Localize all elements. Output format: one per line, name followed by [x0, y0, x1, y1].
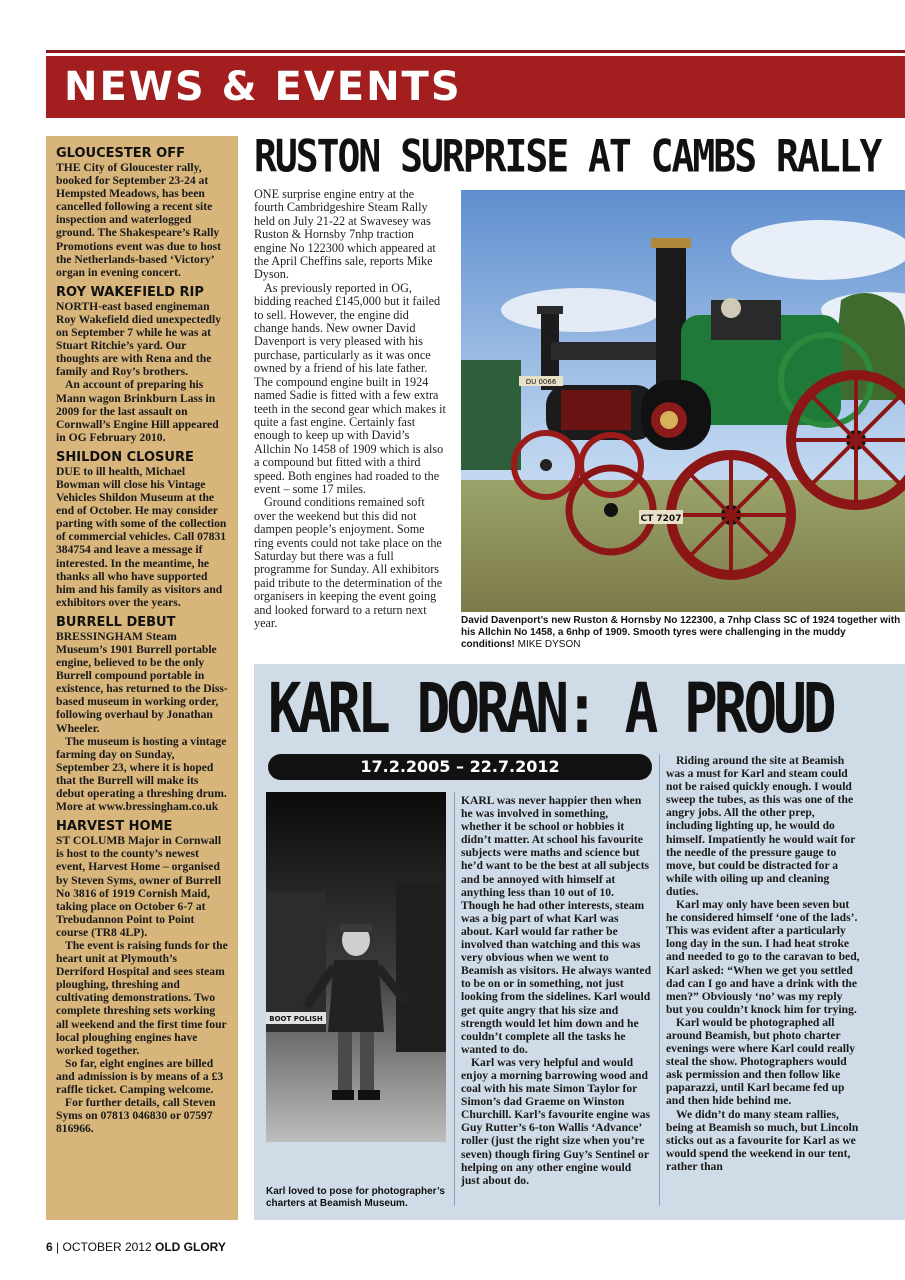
news-heading: SHILDON CLOSURE: [56, 449, 194, 465]
tribute-headline: KARL DORAN: A PROUD: [268, 670, 833, 750]
tribute-box: [254, 664, 905, 1220]
issue-date: OCTOBER 2012: [62, 1240, 152, 1254]
photo-caption: [461, 615, 901, 651]
section-banner: [46, 56, 905, 118]
article-paragraph: ONE surprise engine entry at the fourth Cambridgeshire Steam Rally held on July 21-22 at Swavesey was Ruston & Hornsby 7nhp traction engine No 122300 which appeared at the April Cheffins sale, reports Mike Dyson.: [254, 187, 436, 282]
tribute-paragraph: KARL was never happier then when he was involved in something, whether it be school or hobbies it didn’t matter. At school his favourite subjects were maths and science but he’d want to be the best at all subjects and be annoyed with himself at anything less than 10 out of 10. Though he had other interests, steam was a big part of what Karl was about. Karl would far rather be involved than watching and this was very obvious when we went to Beamish as visitors. He always wanted to be on or in something, not just looking from the sidelines. Karl would get quite angry that his size and strength would let him down and he couldn’t complete all the tasks he wanted to do.: [461, 794, 652, 1056]
photo-credit: MIKE DYSON: [517, 639, 581, 650]
tribute-column-1: [461, 794, 651, 1187]
news-paragraph: THE City of Gloucester rally, booked for September 23-24 at Hempsted Meadows, has been cancelled following a recent site inspection and waterlogged ground. The Shakespeare’s Rally Promotions event was due to host the Netherlands-based ‘Victory’ organ in evening concert.: [56, 161, 221, 279]
column-rule: [454, 792, 455, 1206]
front-engine-plate: CT 7207: [640, 514, 682, 524]
news-paragraph: For further details, call Steven Syms on 07813 046830 or 07597 816966.: [56, 1096, 216, 1136]
column-rule: [659, 754, 660, 1206]
news-paragraph: An account of preparing his Mann wagon Brinkburn Lass in 2009 for the last assault on Cornwall’s Engine Hill appeared in OG February 2010.: [56, 378, 219, 444]
tribute-column-2: [666, 754, 862, 1173]
tribute-dates: 17.2.2005 – 22.7.2012: [268, 754, 652, 780]
news-paragraph: ST COLUMB Major in Cornwall is host to the county’s newest event, Harvest Home – organised by Steven Syms, owner of Burrell No 3816 of 1919 Cornish Maid, taking place on October 6-7 at Trebudannon Point to Point course (TR8 4LP).: [56, 834, 222, 939]
news-sidebar: [46, 136, 238, 1220]
traction-engines-photo: [461, 190, 905, 612]
tribute-paragraph: Karl was very helpful and would enjoy a morning barrowing wood and coal with his mate Simon Taylor for Simon’s dad Graeme on Winston Churchill. Karl’s favourite engine was Guy Rutter’s 6-ton Wallis ‘Advance’ roller (just the right size when you’re seven) though firing Guy’s Sentinel or helping on any other engine would just about do.: [461, 1055, 651, 1187]
article-headline: RUSTON SURPRISE AT CAMBS RALLY: [254, 130, 881, 182]
article-paragraph: Ground conditions remained soft over the weekend but this did not dampen people’s enjoyment. Some ring events could not take place on the Saturday but there was a full programme for Sunday. All exhibitors paid tribute to the determination of the organisers in keeping the event going and looked forward to a return next year.: [254, 495, 443, 630]
article-paragraph: As previously reported in OG, bidding reached £145,000 but it failed to sell. However, the engine did change hands. New owner David Davenport is very pleased with his purchase, particularly as it was once owned by a friend of his late father. The compound engine built in 1924 named Sadie is fitted with a few extra teeth in the second gear which makes it quite a fast engine. Certainly fast enough to keep up with David’s Allchin No 1458 of 1909 which is also a compound but fitted with a third speed. Both engines had roaded to the event – some 17 miles.: [254, 280, 446, 496]
caption-text: David Davenport’s new Ruston & Hornsby No 122300, a 7nhp Class SC of 1924 together with his Allchin No 1458, a 6nhp of 1909. Smooth tyres were challenging in the muddy conditions!: [461, 615, 901, 650]
section-title: NEWS & EVENTS: [64, 64, 462, 110]
news-heading: BURRELL DEBUT: [56, 614, 176, 630]
tribute-paragraph: We didn’t do many steam rallies, being at Beamish so much, but Lincoln sticks out as a favourite for Karl as we would spend the weekend in our tent, rather than: [666, 1107, 859, 1173]
news-paragraph: So far, eight engines are billed and admission is by means of a £3 raffle ticket. Camping welcome.: [56, 1056, 224, 1096]
magazine-name: OLD GLORY: [155, 1240, 226, 1254]
footer-separator: |: [56, 1240, 60, 1254]
news-paragraph: NORTH-east based engineman Roy Wakefield died unexpectedly on September 7 while he was at Stuart Ritchie’s yard. Our thoughts are with Rena and the family and Roy’s brothers.: [56, 299, 222, 379]
back-engine-plate: DU 0066: [525, 378, 557, 386]
page-footer: [46, 1240, 226, 1254]
tribute-paragraph: Riding around the site at Beamish was a must for Karl and steam could not be raised quickly enough. I would sweep the tubes, as this was one of the angry jobs. All the other prep, including lighting up, he would do himself. Impatiently he would wait for the needle of the pressure gauge to move, but could be distracted for a while with oiling up and cleaning duties.: [666, 754, 856, 898]
tribute-paragraph: Karl may only have been seven but he considered himself ‘one of the lads’. This was evident after a particularly long day in the sun. I had heat stroke and needed to go to the caravan to bed, Karl asked: “When we get you settled dad can I go and have a drink with the men?” Obviously ‘no’ was my reply but you couldn’t knock him for trying.: [666, 898, 860, 1016]
karl-photo: [266, 792, 446, 1142]
page-number: 6: [46, 1240, 53, 1254]
news-heading: ROY WAKEFIELD RIP: [56, 284, 204, 300]
tribute-paragraph: Karl would be photographed all around Beamish, but photo charter evenings were where Karl could really steal the show. Photographers would ask permission and then follow like paparazzi, until Karl became fed up and then hide behind me.: [666, 1015, 856, 1108]
news-paragraph: The museum is hosting a vintage farming day on Sunday, September 23, where it is hoped that the Burrell will make its debut operating a threshing drum. More at www.bressingham.co.uk: [56, 734, 227, 814]
news-paragraph: The event is raising funds for the heart unit at Plymouth’s Derriford Hospital and sees steam ploughing, threshing and cultivating demonstrations. Two complete threshing sets working all weekend and the first time four local ploughing engines have worked together.: [56, 938, 228, 1057]
top-rule: [46, 50, 905, 53]
news-paragraph: DUE to ill health, Michael Bowman will close his Vintage Vehicles Shildon Museum at the end of October. He may consider parting with some of the collection of commercial vehicles. Call 07831 384754 and leave a message if interested. In the meantime, he thanks all who have supported him and his family as visitors and exhibitors over the years.: [56, 464, 227, 609]
news-heading: GLOUCESTER OFF: [56, 146, 185, 161]
article-body: [254, 188, 446, 630]
news-paragraph: BRESSINGHAM Steam Museum’s 1901 Burrell portable engine, believed to be the only Burrell compound portable in existence, has returned to the Diss-based museum in working order, following overhaul by Jonathan Wheeler.: [56, 629, 228, 735]
karl-photo-caption: Karl loved to pose for photographer’s charters at Beamish Museum.: [266, 1186, 445, 1209]
photo-sign: BOOT POLISH: [269, 1015, 323, 1023]
news-heading: HARVEST HOME: [56, 819, 173, 835]
